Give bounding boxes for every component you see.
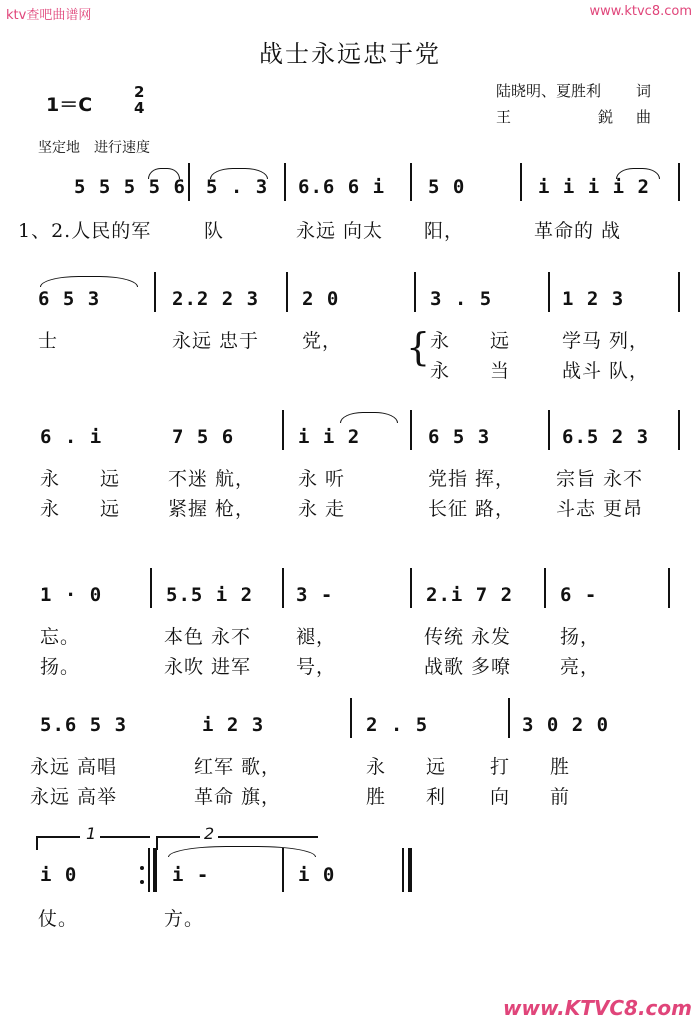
verse-brace: { xyxy=(406,325,431,369)
lyric: 亮， xyxy=(560,656,601,678)
lyric: 永 当 xyxy=(430,360,511,382)
notes: 2 . 5 xyxy=(366,714,429,736)
barline xyxy=(548,272,550,312)
notes: 5 5 5 5 6 xyxy=(74,176,186,198)
watermark-top-right: www.ktvc8.com xyxy=(589,4,692,19)
repeat-dot xyxy=(140,866,144,870)
volta-bracket xyxy=(100,836,150,838)
lyric: 胜 利 xyxy=(366,786,447,808)
notes: 5 . 3 xyxy=(206,176,269,198)
slur xyxy=(168,846,316,857)
notes: 5 0 xyxy=(428,176,466,198)
lyric: 永 远 xyxy=(40,498,121,520)
repeat-barline xyxy=(148,848,150,892)
lyric: 永远 向太 xyxy=(296,220,384,242)
notes: 2 0 xyxy=(302,288,340,310)
notes: i 0 xyxy=(298,864,336,886)
lyric-label: 词 xyxy=(636,82,652,100)
lyric: 战歌 多嘹 xyxy=(424,656,512,678)
lyric: 永远 高举 xyxy=(30,786,118,808)
barline xyxy=(548,410,550,450)
final-barline xyxy=(402,848,404,892)
notes: 6 5 3 xyxy=(428,426,491,448)
composer: 王 xyxy=(496,108,512,126)
barline xyxy=(678,410,680,450)
volta-bracket xyxy=(36,836,80,838)
lyric: 扬。 xyxy=(40,656,81,678)
time-signature xyxy=(134,84,144,116)
song-title: 战士永远忠于党 xyxy=(259,40,441,68)
notes: 1 2 3 xyxy=(562,288,625,310)
barline xyxy=(282,410,284,450)
lyric: 1、2.人民的军 xyxy=(18,220,152,242)
barline xyxy=(544,568,546,608)
lyric: 打 胜 xyxy=(490,756,571,778)
tempo-marking: 坚定地 进行速度 xyxy=(38,140,150,156)
notes: 5.5 i 2 xyxy=(166,584,254,606)
lyric: 阳， xyxy=(424,220,465,242)
volta-bracket xyxy=(218,836,318,838)
lyric: 紧握 枪， xyxy=(168,498,256,520)
slur xyxy=(340,412,398,423)
lyric: 向 前 xyxy=(490,786,571,808)
barline xyxy=(668,568,670,608)
barline xyxy=(678,272,680,312)
lyric: 革命的 战 xyxy=(534,220,622,242)
lyric: 方。 xyxy=(164,908,205,930)
barline xyxy=(678,163,680,201)
watermark-top-left: ktv查吧曲谱网 xyxy=(6,8,92,23)
notes: 6.5 2 3 xyxy=(562,426,650,448)
barline xyxy=(350,698,352,738)
lyric: 斗志 更昂 xyxy=(556,498,644,520)
barline xyxy=(282,848,284,892)
notes: 3 0 2 0 xyxy=(522,714,610,736)
lyric: 本色 永不 xyxy=(164,626,252,648)
barline xyxy=(284,163,286,201)
notes: 3 . 5 xyxy=(430,288,493,310)
lyric: 党指 挥， xyxy=(428,468,516,490)
notes: 6.6 6 i xyxy=(298,176,386,198)
barline xyxy=(188,163,190,201)
barline xyxy=(414,272,416,312)
lyric: 士 xyxy=(38,330,59,352)
notes: 2.i 7 2 xyxy=(426,584,514,606)
lyric: 仗。 xyxy=(38,908,79,930)
notes: 2.2 2 3 xyxy=(172,288,260,310)
lyric: 永 远 xyxy=(40,468,121,490)
lyric: 长征 路， xyxy=(428,498,516,520)
composer-2: 鋭 xyxy=(598,108,614,126)
notes: 6 5 3 xyxy=(38,288,101,310)
notes: i 0 xyxy=(40,864,78,886)
barline xyxy=(508,698,510,738)
lyric: 褪， xyxy=(296,626,337,648)
lyric: 忘。 xyxy=(40,626,81,648)
barline xyxy=(410,568,412,608)
barline xyxy=(410,163,412,201)
lyric: 学马 列， xyxy=(562,330,650,352)
notes: 6 . i xyxy=(40,426,103,448)
slur xyxy=(40,276,138,287)
lyric: 战斗 队， xyxy=(562,360,650,382)
notes: i i i i 2 xyxy=(538,176,650,198)
lyric: 永吹 进军 xyxy=(164,656,252,678)
lyric: 红军 歌， xyxy=(194,756,282,778)
lyric: 队 xyxy=(204,220,225,242)
barline xyxy=(150,568,152,608)
notes: 1 · 0 xyxy=(40,584,103,606)
meter-top: 2 xyxy=(134,83,145,101)
repeat-barline-thick xyxy=(153,848,157,892)
lyric: 传统 永发 xyxy=(424,626,512,648)
music-label: 曲 xyxy=(636,108,652,126)
lyric: 党， xyxy=(302,330,343,352)
volta-bracket xyxy=(36,836,38,850)
key-signature: 1＝C xyxy=(46,94,93,116)
notes: 3 - xyxy=(296,584,334,606)
lyric: 扬， xyxy=(560,626,601,648)
volta-bracket xyxy=(156,836,200,838)
final-barline-thick xyxy=(408,848,412,892)
lyric: 永 走 xyxy=(298,498,346,520)
lyric: 号， xyxy=(296,656,337,678)
lyricist: 陆晓明、夏胜利 xyxy=(496,82,602,100)
lyric: 永远 高唱 xyxy=(30,756,118,778)
notes: 5.6 5 3 xyxy=(40,714,128,736)
barline xyxy=(154,272,156,312)
barline xyxy=(282,568,284,608)
repeat-dot xyxy=(140,880,144,884)
lyric: 永远 忠于 xyxy=(172,330,260,352)
meter-bottom: 4 xyxy=(134,99,145,117)
barline xyxy=(410,410,412,450)
ending-1-label: 1 xyxy=(86,824,97,843)
lyric: 革命 旗， xyxy=(194,786,282,808)
notes: 7 5 6 xyxy=(172,426,235,448)
lyric: 宗旨 永不 xyxy=(556,468,644,490)
ending-2-label: 2 xyxy=(204,824,215,843)
barline xyxy=(286,272,288,312)
lyric: 永 远 xyxy=(430,330,511,352)
notes: i - xyxy=(172,864,210,886)
watermark-bottom: www.KTVC8.com xyxy=(503,996,692,1020)
notes: i 2 3 xyxy=(202,714,265,736)
barline xyxy=(520,163,522,201)
notes: 6 - xyxy=(560,584,598,606)
notes: i i 2 xyxy=(298,426,361,448)
lyric: 永 听 xyxy=(298,468,346,490)
lyric: 永 远 xyxy=(366,756,447,778)
lyric: 不迷 航， xyxy=(168,468,256,490)
